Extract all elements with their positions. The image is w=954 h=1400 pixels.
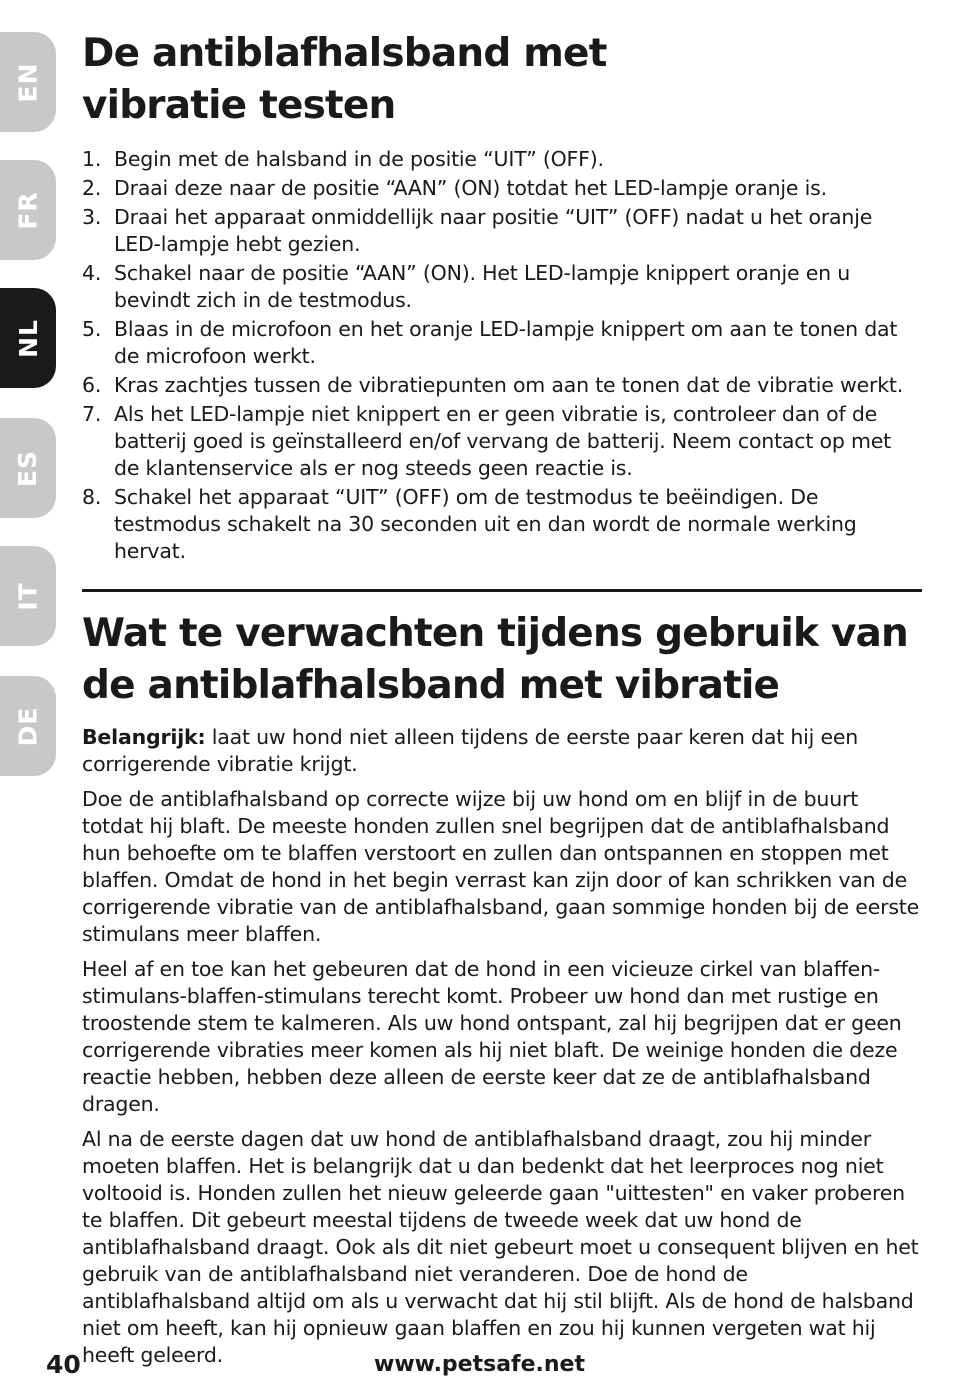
step-number: 1. [82,147,102,171]
list-item [82,146,922,173]
page-content [82,28,922,1377]
list-item [82,260,922,314]
step-number: 4. [82,261,102,285]
step-text: Als het LED-lampje niet knippert en er geen vibratie is, controleer dan of de batterij goed is geïnstalleerd en/of vervang de batterij. Neem contact op met de klantenservice als er nog steeds geen reactie is. [114,402,891,480]
step-text: Schakel naar de positie “AAN” (ON). Het LED-lampje knippert oranje en u bevindt zich in de testmodus. [114,261,851,312]
heading-line: de antiblafhalsband met vibratie [82,663,780,708]
tab-fr[interactable] [0,160,56,260]
step-number: 3. [82,205,102,229]
step-number: 5. [82,317,102,341]
heading-line: De antiblafhalsband met [82,31,607,76]
step-number: 2. [82,176,102,200]
tab-de-label: DE [13,706,43,746]
tab-nl-label: NL [13,318,43,358]
list-item [82,401,922,482]
tab-es[interactable] [0,418,56,518]
step-number: 8. [82,485,102,509]
important-note [82,724,922,778]
list-item [82,316,922,370]
body-paragraph: Heel af en toe kan het gebeuren dat de hond in een vicieuze cirkel van blaffen-stimulans-blaffen-stimulans terecht komt. Probeer uw hond dan met rustige en troostende stem te kalmeren. Als uw hond ontspant, zal hij begrijpen dat er geen corrigerende vibraties meer komen als hij niet blaft. De weinige honden die deze reactie hebben, hebben deze alleen de eerste keer dat ze de antiblafhalsband dragen. [82,957,902,1116]
list-item [82,484,922,565]
tab-it-label: IT [13,581,43,611]
step-text: Blaas in de microfoon en het oranje LED-lampje knippert om aan te tonen dat de microfoon werkt. [114,317,898,368]
website-url[interactable]: www.petsafe.net [374,1352,585,1377]
important-label: Belangrijk: [82,725,206,749]
tab-es-label: ES [13,449,43,487]
tab-fr-label: FR [13,190,43,230]
step-text: Draai het apparaat onmiddellijk naar positie “UIT” (OFF) nadat u het oranje LED-lampje hebt gezien. [114,205,873,256]
section-heading-testing [82,28,922,132]
step-text: Begin met de halsband in de positie “UIT” (OFF). [114,147,604,171]
tab-en[interactable] [0,32,56,132]
step-text: Draai deze naar de positie “AAN” (ON) totdat het LED-lampje oranje is. [114,176,827,200]
list-item [82,175,922,202]
step-text: Kras zachtjes tussen de vibratiepunten om aan te tonen dat de vibratie werkt. [114,373,904,397]
step-number: 7. [82,402,102,426]
page-number: 40 [46,1350,81,1379]
section-heading-expectations [82,608,922,712]
tab-en-label: EN [13,61,43,103]
step-text: Schakel het apparaat “UIT” (OFF) om de testmodus te beëindigen. De testmodus schakelt na 30 seconden uit en dan wordt de normale werking hervat. [114,485,857,563]
tab-it[interactable] [0,546,56,646]
list-item [82,372,922,399]
body-paragraph: Al na de eerste dagen dat uw hond de antiblafhalsband draagt, zou hij minder moeten blaffen. Het is belangrijk dat u dan bedenkt dat het leerproces nog niet voltooid is. Honden zullen het nieuw geleerde gaan "uittesten" en vaker proberen te blaffen. Dit gebeurt meestal tijdens de tweede week dat uw hond de antiblafhalsband draagt. Ook als dit niet gebeurt moet u consequent blijven en het gebruik van de antiblafhalsband niet veranderen. Doe de hond de antiblafhalsband altijd om als u verwacht dat hij stil blijft. Als de hond de halsband niet om heeft, kan hij opnieuw gaan blaffen en zou hij kunnen vergeten wat hij heeft geleerd. [82,1127,919,1367]
step-number: 6. [82,373,102,397]
heading-line: Wat te verwachten tijdens gebruik van [82,611,908,656]
list-item [82,204,922,258]
tab-nl[interactable] [0,288,56,388]
test-steps-list [82,146,922,565]
tab-de[interactable] [0,676,56,776]
section-divider [82,589,922,592]
important-text: laat uw hond niet alleen tijdens de eerste paar keren dat hij een corrigerende vibratie krijgt. [82,725,859,776]
heading-line: vibratie testen [82,83,396,128]
body-paragraph: Doe de antiblafhalsband op correcte wijze bij uw hond om en blijf in de buurt totdat hij blaft. De meeste honden zullen snel begrijpen dat de antiblafhalsband hun behoefte om te blaffen verstoort en zullen dan ontspannen en stoppen met blaffen. Omdat de hond in het begin verrast kan zijn door of kan schrikken van de corrigerende vibratie van de antiblafhalsband, gaan sommige honden bij de eerste stimulans meer blaffen. [82,787,920,946]
